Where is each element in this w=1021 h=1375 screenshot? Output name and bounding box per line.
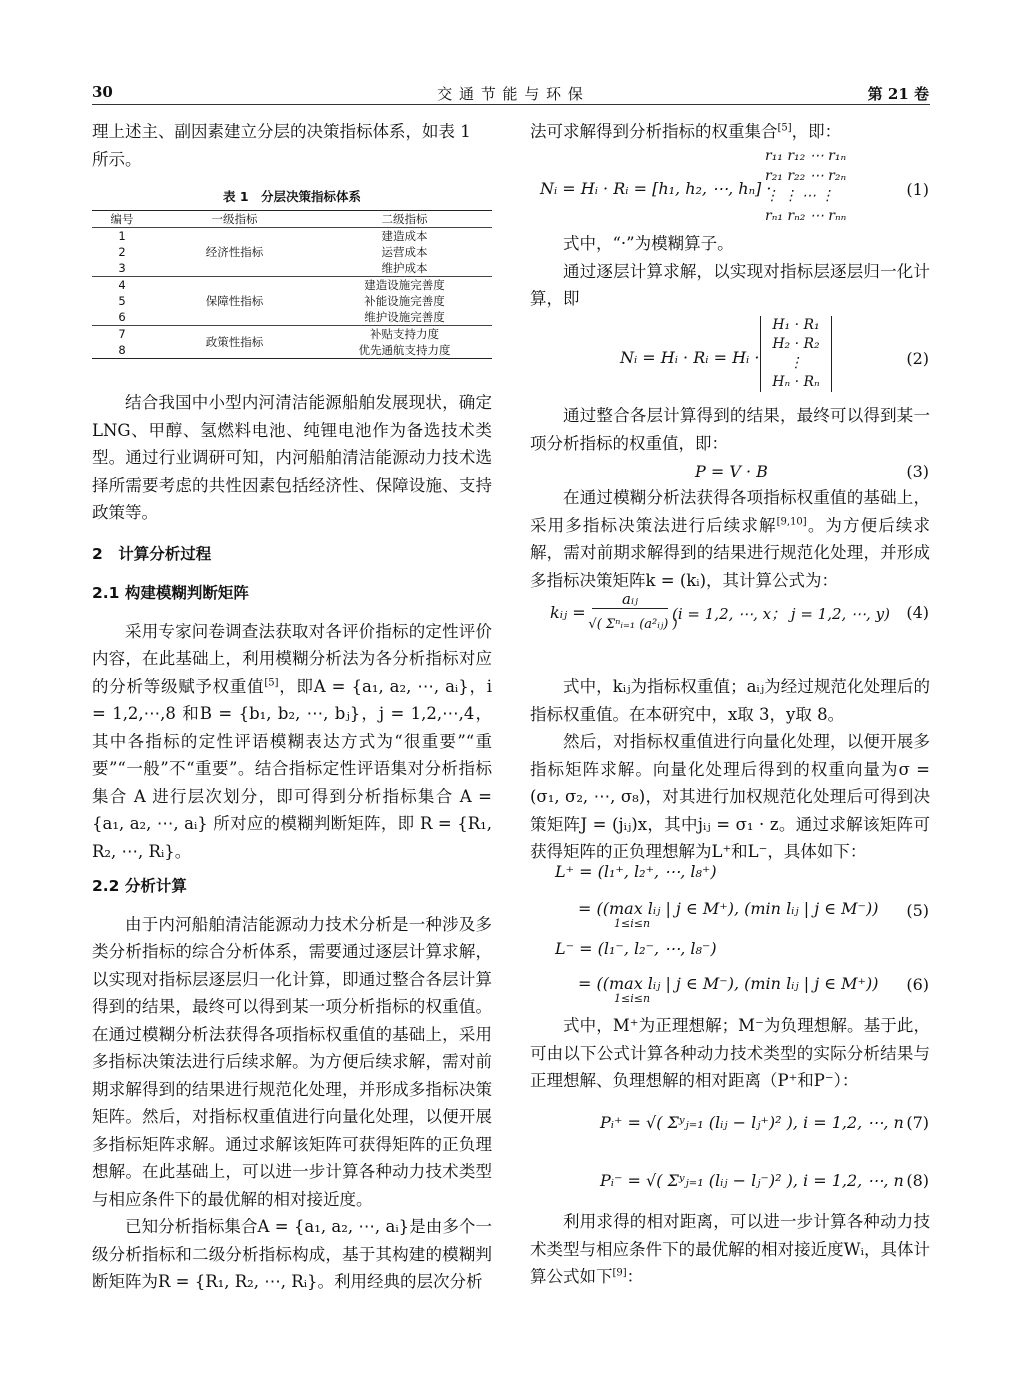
equation-7: Pᵢ⁺ = √( Σʸⱼ₌₁ (lᵢⱼ − lⱼ⁺)² ), i = 1,2, ⋯, n: [600, 1113, 904, 1132]
paragraph: 由于内河船舶清洁能源动力技术分析是一种涉及多类分析指标的综合分析体系，需要通过逐层计算求解，以实现对指标层逐层归一化计算，即通过整合各层计算得到的结果，最终可以得到某一项分析指标的权重值。在通过模糊分析法获得各项指标权重值的基础上，采用多指标决策法进行后续求解。为方便后续求解，需对前期求解得到的结果进行规范化处理，并形成多指标决策矩阵。然后，对指标权重值进行向量化处理，以便开展多指标矩阵求解。通过求解该矩阵可获得矩阵的正负理想解。在此基础上，可以进一步计算各种动力技术类型与相应条件下的最优解的相对接近度。: [92, 914, 492, 1209]
table-header-row: [92, 211, 492, 228]
journal-title: 交 通 节 能 与 环 保: [437, 85, 584, 103]
equation-2: Nᵢ = Hᵢ · Rᵢ = Hᵢ ·: [620, 348, 760, 367]
matrix-row: r₂₁ r₂₂ ⋯ r₂ₙ: [765, 168, 847, 184]
right-column: [530, 118, 930, 146]
equation-number: (2): [906, 349, 929, 368]
cell-id: 5: [118, 294, 126, 308]
equation-4-denominator: √( Σⁿᵢ₌₁ (a²ᵢⱼ) ): [588, 617, 678, 632]
table-row: [92, 228, 492, 245]
indicator-table: [92, 210, 492, 359]
paragraph: 式中，“·”为模糊算子。: [563, 234, 734, 253]
header-id: 编号: [110, 212, 134, 226]
page-number: 30: [92, 83, 113, 101]
citation: [9,10]: [776, 516, 807, 527]
cell-indicator: 运营成本: [381, 245, 428, 259]
subsection-heading: 2.2 分析计算: [92, 877, 187, 895]
right-body-b: [530, 402, 930, 457]
citation: [5]: [777, 122, 792, 134]
paragraph: 然后，对指标权重值进行向量化处理，以便开展多指标矩阵求解。向量化处理后得到的权重向量为σ = (σ₁, σ₂, ⋯, σ₈)，对其进行加权规范化处理后可得到决策矩阵J = (jᵢⱼ)x，其中jᵢⱼ = σ₁ · z。通过求解该矩阵可获得矩阵的正负理想解为L⁺和L⁻，具体如下：: [530, 732, 930, 861]
equation-4-range: (i = 1,2, ⋯, x； j = 1,2, ⋯, y): [672, 605, 890, 623]
citation: [5]: [264, 677, 279, 688]
right-body-c: [530, 484, 930, 594]
paragraph: 法可求解得到分析指标的权重集合[5]，即：: [530, 122, 842, 141]
paragraph: 式中，kᵢⱼ为指标权重值；aᵢⱼ为经过规范化处理后的指标权重值。在本研究中，x取 3，y取 8。: [530, 677, 930, 724]
paragraph: 通过逐层计算求解，以实现对指标层逐层归一化计算，即: [530, 261, 930, 308]
intro-line: 理上述主、副因素建立分层的决策指标体系，如表 1 所示。: [92, 122, 471, 169]
equation-3: P = V · B: [695, 462, 768, 481]
paragraph: 已知分析指标集合A = {a₁, a₂, ⋯, aᵢ}是由多个一级分析指标和二级分析指标构成，基于其构建的模糊判断矩阵为R = {R₁, R₂, ⋯, Rᵢ}。利用经典的层次分析: [92, 1217, 492, 1291]
cell-id: 8: [118, 343, 126, 357]
paragraph: 在通过模糊分析法获得各项指标权重值的基础上，采用多指标决策法进行后续求解[9,10]。为方便后续求解，需对前期求解得到的结果进行规范化处理，并形成多指标决策矩阵k = (kᵢ)，其计算公式为：: [530, 488, 931, 590]
cell-id: 2: [118, 245, 126, 259]
cell-category: 保障性指标: [205, 294, 264, 308]
equation-6-b: = ((max lᵢⱼ | j ∈ M⁻), (min lᵢⱼ | j ∈ M⁺)): [578, 974, 879, 993]
paragraph: 式中，M⁺为正理想解；M⁻为负理想解。基于此，可由以下公式计算各种动力技术类型的实际分析结果与正理想解、负理想解的相对距离（P⁺和P⁻）：: [530, 1016, 930, 1090]
table-caption: 表 1 分层决策指标体系: [222, 189, 362, 204]
cell-category: 政策性指标: [205, 335, 264, 349]
cell-indicator: 补能设施完善度: [364, 294, 445, 308]
cell-indicator: 建造成本: [381, 229, 428, 243]
equation-number: (6): [906, 975, 929, 994]
header-rule: [92, 104, 930, 105]
equation-number: (3): [906, 462, 929, 481]
cell-id: 4: [118, 278, 126, 292]
matrix-row: ⋮: [789, 355, 803, 371]
section-heading: 2 计算分析过程: [92, 544, 212, 563]
cell-indicator: 维护设施完善度: [364, 310, 445, 324]
equation-5-b: = ((max lᵢⱼ | j ∈ M⁺), (min lᵢⱼ | j ∈ M⁻)): [578, 899, 879, 918]
subscript-range: 1≤i≤n: [614, 917, 651, 930]
equation-4-left: kᵢⱼ =: [550, 603, 586, 622]
cell-indicator: 建造设施完善度: [364, 278, 445, 292]
paragraph: 结合我国中小型内河清洁能源船舶发展现状，确定 LNG、甲醇、氢燃料电池、纯锂电池作为备选技术类型。通过行业调研可知，内河船舶清洁能源动力技术选择所需要考虑的共性因素包括经济性、保障设施、支持政策等。: [92, 393, 492, 522]
table-row: [92, 326, 492, 343]
header-level1: 一级指标: [211, 212, 258, 226]
matrix-h: [760, 316, 832, 392]
equation-number: (7): [906, 1113, 929, 1132]
equation-number: (4): [906, 603, 929, 622]
cell-id: 6: [118, 310, 126, 324]
cell-id: 7: [118, 327, 126, 341]
subscript-range: 1≤i≤n: [614, 992, 651, 1005]
matrix-row: H₂ · R₂: [772, 336, 820, 352]
cell-id: 3: [118, 261, 126, 275]
equation-number: (5): [906, 901, 929, 920]
right-body-d: [530, 673, 930, 866]
equation-5-a: L⁺ = (l₁⁺, l₂⁺, ⋯, l₈⁺): [555, 862, 717, 881]
cell-indicator: 优先通航支持力度: [358, 343, 451, 357]
cell-indicator: 补贴支持力度: [370, 327, 439, 341]
cell-category: 经济性指标: [205, 245, 264, 259]
right-body-a: [530, 230, 930, 313]
matrix-row: Hₙ · Rₙ: [772, 374, 820, 390]
table-row: [92, 277, 492, 294]
matrix-row: r₁₁ r₁₂ ⋯ r₁ₙ: [765, 148, 847, 164]
equation-8: Pᵢ⁻ = √( Σʸⱼ₌₁ (lᵢⱼ − lⱼ⁻)² ), i = 1,2, ⋯, n: [600, 1171, 904, 1190]
equation-6-a: L⁻ = (l₁⁻, l₂⁻, ⋯, l₈⁻): [555, 939, 717, 958]
equation-4-numerator: aᵢⱼ: [592, 590, 668, 609]
cell-indicator: 维护成本: [381, 261, 428, 275]
matrix-r: [765, 146, 905, 226]
matrix-row: ⋮ ⋮ ⋯ ⋮: [765, 188, 835, 204]
subsection-heading: 2.1 构建模糊判断矩阵: [92, 584, 249, 602]
paragraph: 通过整合各层计算得到的结果，最终可以得到某一项分析指标的权重值，即：: [530, 406, 930, 453]
cell-id: 1: [118, 229, 126, 243]
equation-number: (1): [906, 180, 929, 199]
right-body-f: [530, 1208, 930, 1291]
citation: [9]: [612, 1267, 627, 1279]
right-body-e: [530, 1012, 930, 1095]
equation-number: (8): [906, 1171, 929, 1190]
header-level2: 二级指标: [381, 212, 428, 226]
volume-label: 第 21 卷: [867, 85, 929, 103]
left-body: [92, 389, 492, 1296]
matrix-row: rₙ₁ rₙ₂ ⋯ rₙₙ: [765, 208, 847, 224]
left-column: [92, 118, 492, 173]
paragraph: 采用专家问卷调查法获取对各评价指标的定性评价内容，在此基础上，利用模糊分析法为各分析指标对应的分析等级赋予权重值[5]，即A = {a₁, a₂, ⋯, aᵢ}，i = 1,2,⋯,8 和B = {b₁, b₂, ⋯, bⱼ}，j = 1,2,⋯,4，其中各指标的定性评语模糊表达方式为“很重要”“重要”“一般”不“重要”。结合指标定性评语集对分析指标集合 A 进行层次划分，即可得到分析指标集合 A = {a₁, a₂, ⋯, aᵢ} 所对应的模糊判断矩阵，即 R = {R₁, R₂, ⋯, Rᵢ}。: [92, 621, 492, 861]
equation-1: Nᵢ = Hᵢ · Rᵢ = [h₁, h₂, ⋯, hₙ] ·: [540, 179, 772, 198]
matrix-row: H₁ · R₁: [772, 317, 820, 333]
paragraph: 利用求得的相对距离，可以进一步计算各种动力技术类型与相应条件下的最优解的相对接近度Wᵢ，具体计算公式如下[9]：: [530, 1212, 930, 1286]
